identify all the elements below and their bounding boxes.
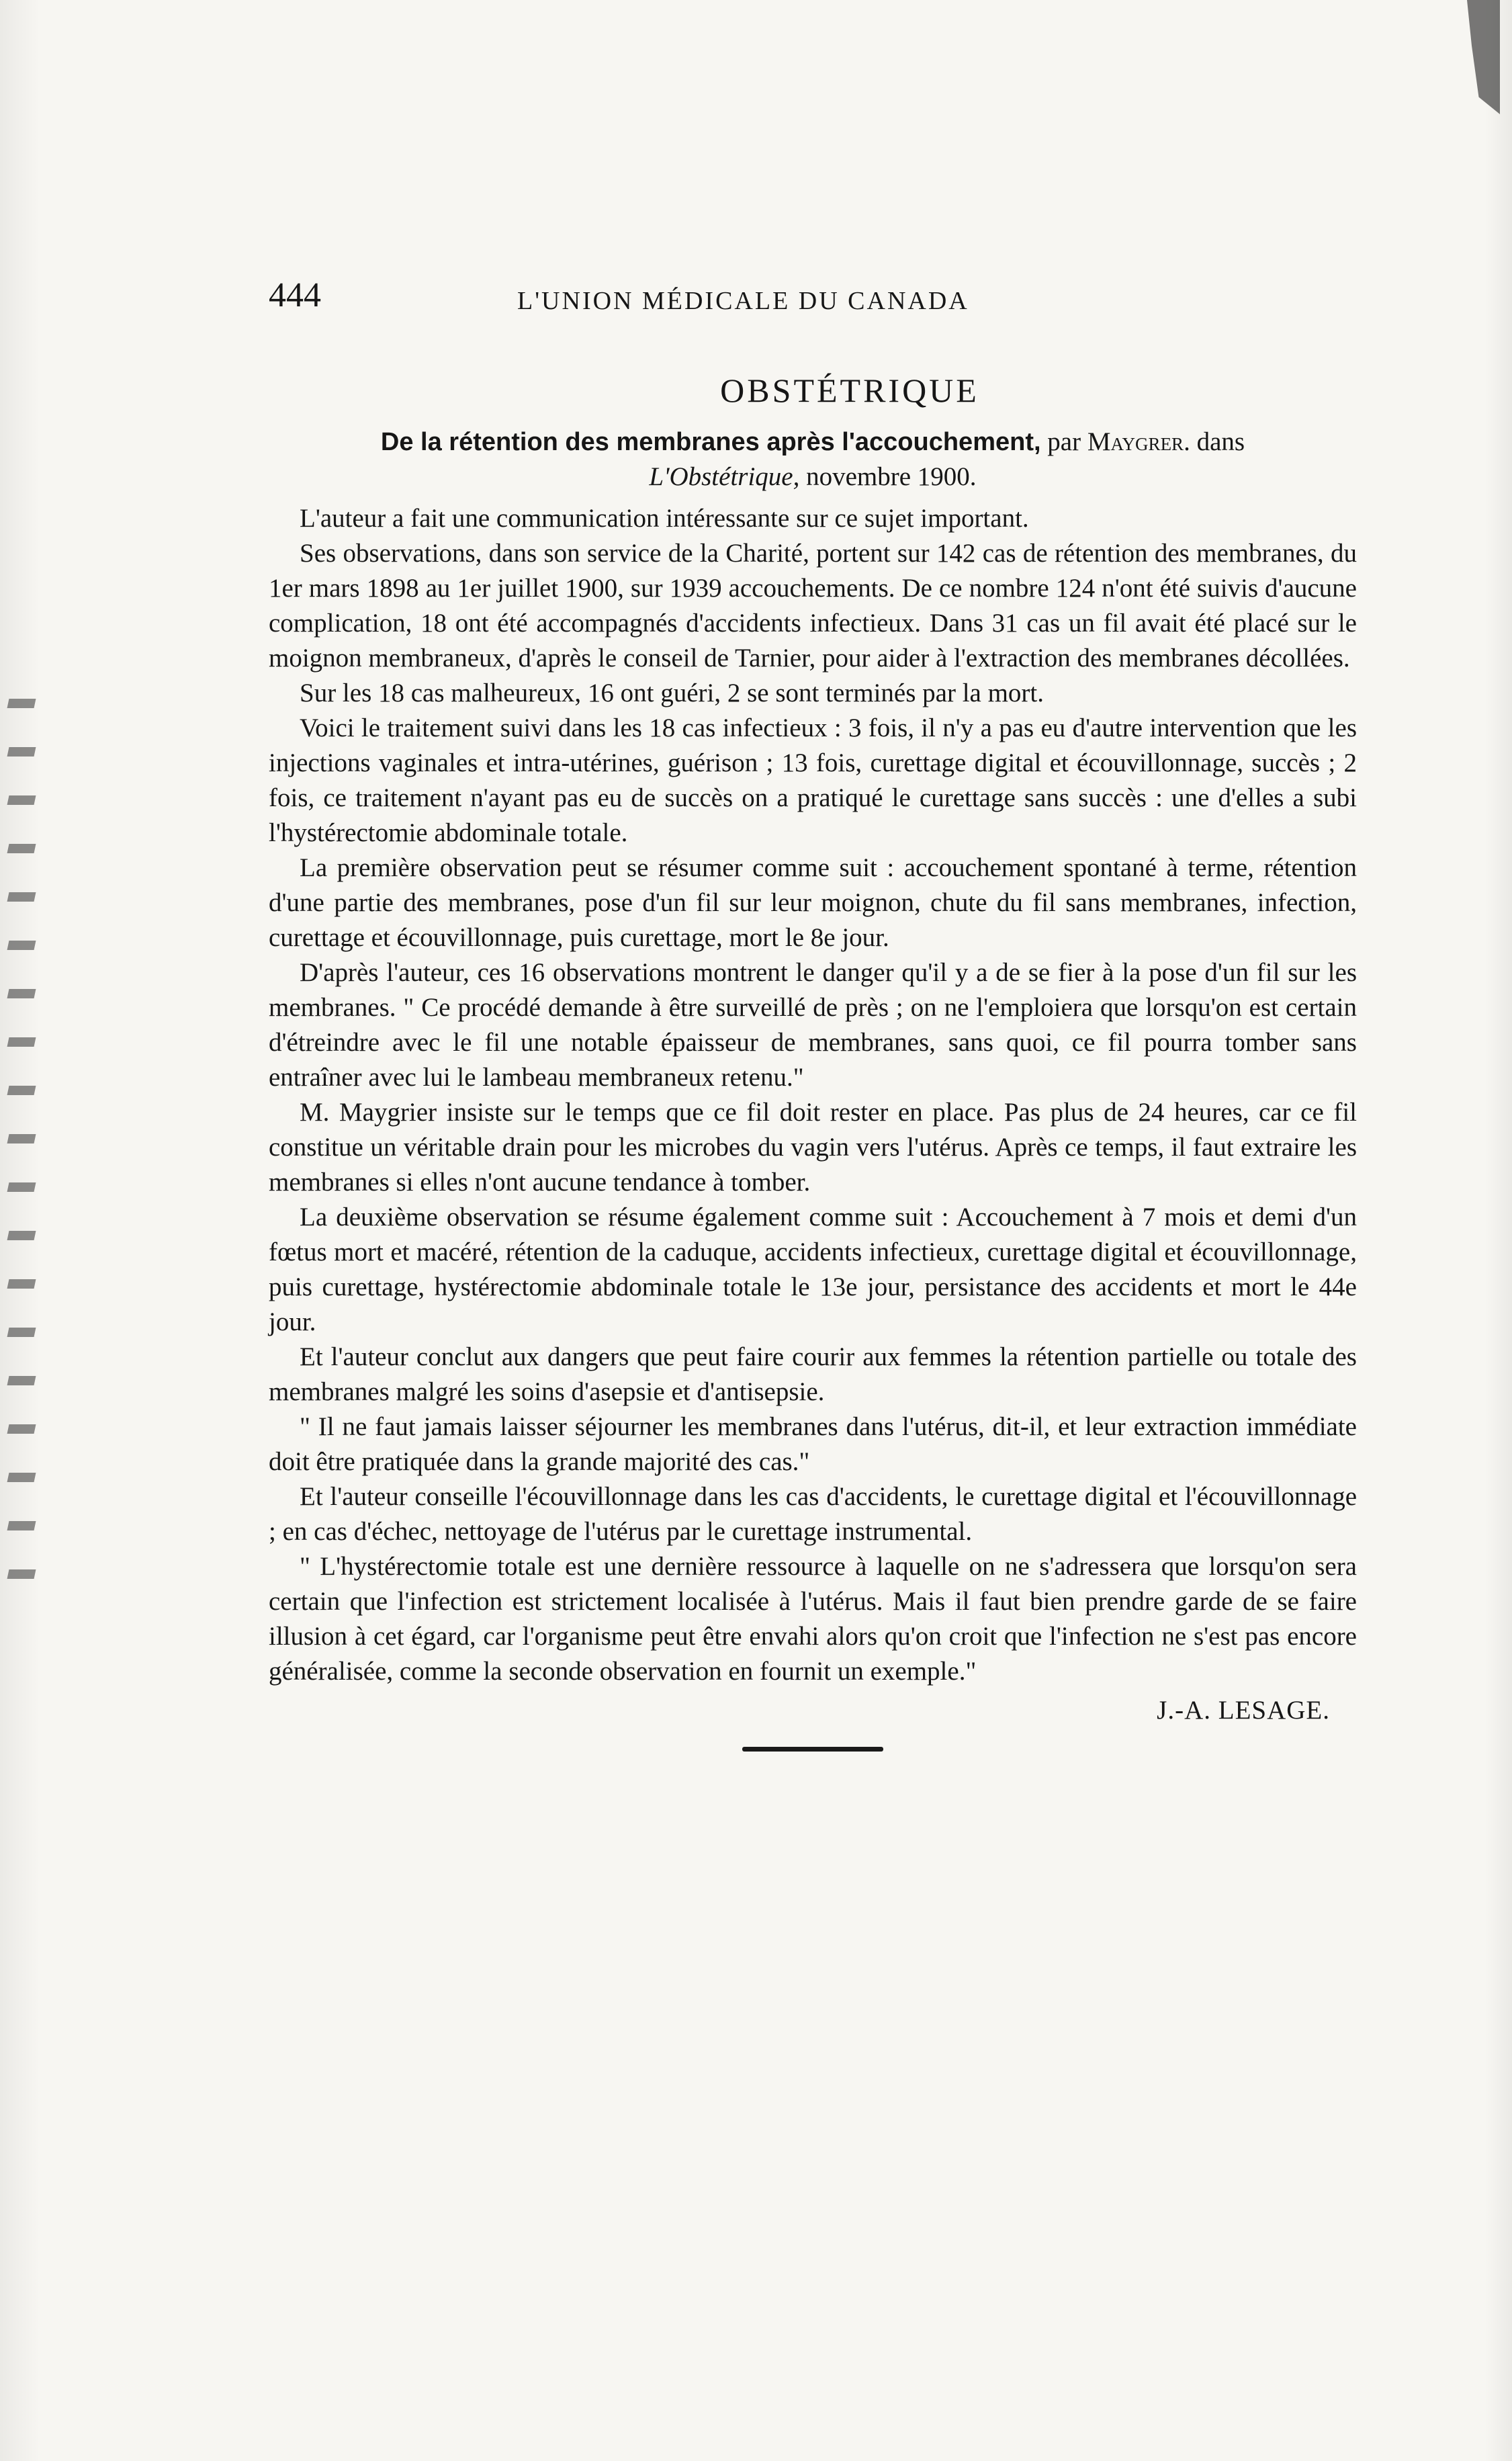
paragraph: La première observation peut se résumer comme suit : accouchement spontané à terme, rétention d'une partie des membranes, pose d'un fil sur leur moignon, chute du fil sans membranes, infection, curettage et écouvillonnage, puis curettage, mort le 8e jour. (269, 853, 1357, 952)
page-number: 444 (269, 276, 321, 314)
source-prefix: dans (1196, 427, 1245, 456)
paragraph: Sur les 18 cas malheureux, 16 ont guéri, 2 se sont terminés par la mort. (300, 679, 1044, 707)
scan-edge-right (1485, 0, 1512, 2461)
journal-name: L'Obstétrique, (649, 462, 800, 491)
paragraph: M. Maygrier insiste sur le temps que ce fil doit rester en place. Pas plus de 24 heures, car ce fil constitue un véritable drain pour les microbes du vagin vers l'utérus. Après ce temps, il faut extraire les membranes si elles n'ont aucune tendance à tomber. (269, 1098, 1357, 1197)
paragraph: Et l'auteur conclut aux dangers que peut faire courir aux femmes la rétention partielle ou totale des membranes malgré les soins d'asepsie et d'antisepsie. (269, 1342, 1357, 1406)
scan-corner-artifact (1453, 0, 1500, 114)
page-header (269, 275, 1357, 329)
article-heading (269, 425, 1357, 494)
paragraph: L'auteur a fait une communication intéressante sur ce sujet important. (300, 504, 1029, 533)
binding-marks (5, 699, 46, 1673)
paragraph: Et l'auteur conseille l'écouvillonnage dans les cas d'accidents, le curettage digital et l'écouvillonnage ; en cas d'échec, nettoyage de l'utérus par le curettage instrumental. (269, 1482, 1357, 1546)
article-author: Maygrer. (1087, 427, 1190, 456)
paragraph: La deuxième observation se résume également comme suit : Accouchement à 7 mois et demi d'un fœtus mort et macéré, rétention de la caduque, accidents infectieux, curettage digital et écouvillonnage, puis curettage, hystérectomie abdominale totale le 13e jour, persistance des accidents et mort le 44e jour. (269, 1203, 1357, 1336)
paragraph: Ses observations, dans son service de la Charité, portent sur 142 cas de rétention des membranes, du 1er mars 1898 au 1er juillet 1900, sur 1939 accouchements. De ce nombre 124 n'ont été suivis d'aucune complication, 18 ont été accompagnés d'accidents infectieux. Dans 31 cas un fil avait été placé sur le moignon membraneux, d'après le conseil de Tarnier, pour aider à l'extraction des membranes décollées. (269, 539, 1357, 673)
article-title: De la rétention des membranes après l'accouchement, (380, 428, 1041, 456)
paragraph: Voici le traitement suivi dans les 18 cas infectieux : 3 fois, il n'y a pas eu d'autre intervention que les injections vaginales et intra-utérines, guérison ; 13 fois, curettage digital et écouvillonnage, succès ; 2 fois, ce traitement n'ayant pas eu de succès on a pratiqué le curettage sans succès : une d'elles a subi l'hystérectomie abdominale totale. (269, 714, 1357, 847)
paragraph: " L'hystérectomie totale est une dernière ressource à laquelle on ne s'adressera que lorsqu'on sera certain que l'infection est strictement localisée à l'utérus. Mais il faut bien prendre garde de se faire illusion à cet égard, car l'organisme peut être envahi alors qu'on croit que l'infection ne s'est pas encore généralisée, comme la seconde observation en fournit un exemple." (269, 1552, 1357, 1686)
article-body (269, 501, 1357, 1689)
section-title: OBSTÉTRIQUE (720, 372, 979, 409)
running-head: L'UNION MÉDICALE DU CANADA (517, 287, 969, 315)
author-prefix: par (1047, 427, 1081, 456)
page-content (269, 275, 1357, 1752)
end-rule (742, 1747, 883, 1752)
journal-date: novembre 1900. (806, 462, 977, 491)
paragraph: D'après l'auteur, ces 16 observations montrent le danger qu'il y a de se fier à la pose d'un fil sur les membranes. " Ce procédé demande à être surveillé de près ; on ne l'emploiera que lorsqu'on est certain d'étreindre avec le fil une notable épaisseur de membranes, sans quoi, ce fil pourra tomber sans entraîner avec lui le lambeau membraneux retenu." (269, 958, 1357, 1092)
author-signature: J.-A. LESAGE. (1157, 1696, 1330, 1725)
paragraph: " Il ne faut jamais laisser séjourner les membranes dans l'utérus, dit-il, et leur extraction immédiate doit être pratiquée dans la grande majorité des cas." (269, 1412, 1357, 1476)
